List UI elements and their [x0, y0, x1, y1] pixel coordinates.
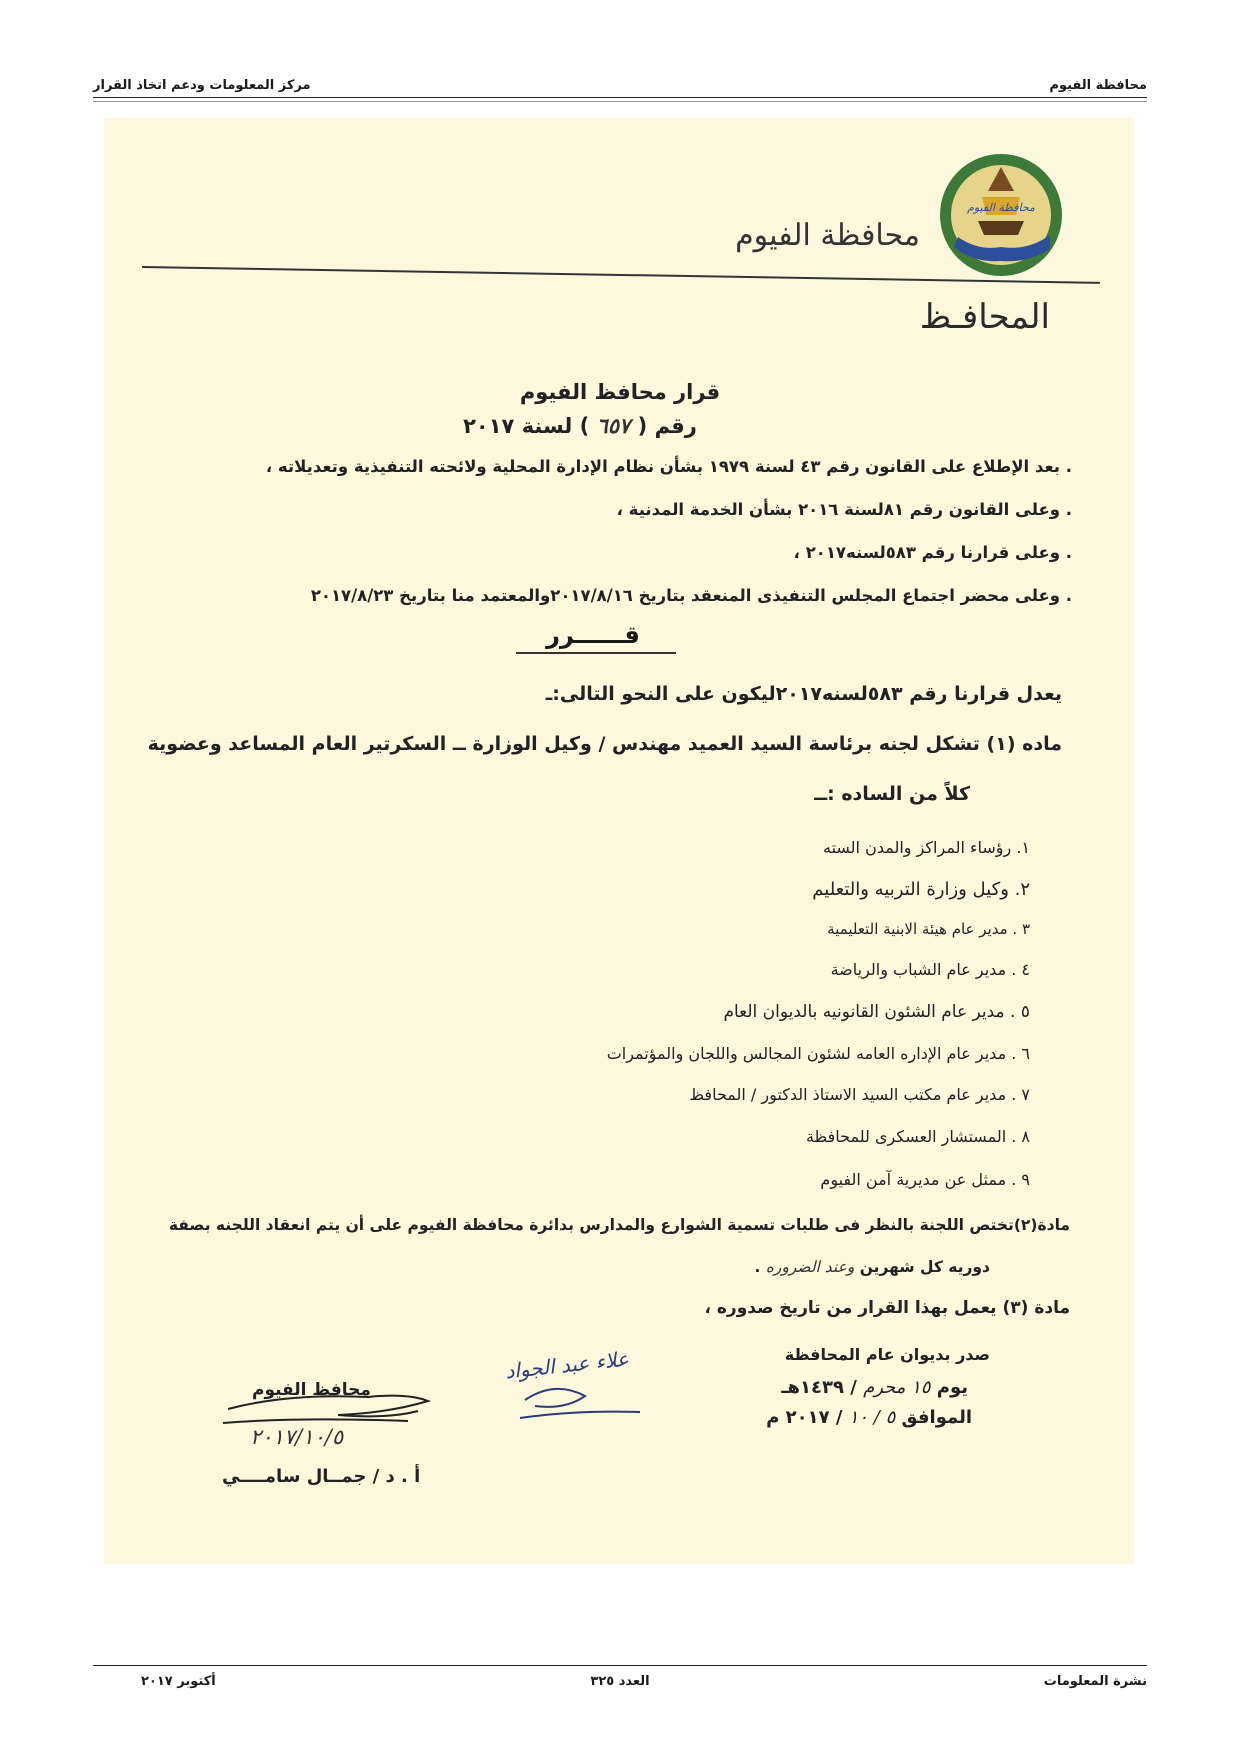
article-3: مادة (٣) يعمل بهذا القرار من تاريخ صدوره ،: [704, 1298, 1070, 1318]
decree-number: [420, 413, 740, 438]
article-2-line-1: مادة(٢)تختص اللجنة بالنظر فى طلبات تسمية الشوارع والمدارس بدائرة محافظة الفيوم على أن يتم انعقاد اللجنه بصفة: [168, 1216, 1070, 1234]
letterhead-office: المحافـظ: [919, 297, 1050, 337]
decision-word: قــــــرر: [546, 621, 640, 649]
emblem-text: محافظة الفيوم: [967, 201, 1035, 214]
page-footer: [93, 1674, 1147, 1694]
running-header-left: مركز المعلومات ودعم اتخاذ القرار: [93, 78, 311, 93]
article-2-end: .: [754, 1258, 761, 1276]
article-1-line-1: ماده (١) تشكل لجنه برئاسة السيد العميد مهندس / وكيل الوزارة ــ السكرتير العام المساعد وعضوية: [147, 733, 1062, 755]
member-item: ٩ . ممثل عن مديرية آمن الفيوم: [820, 1170, 1030, 1189]
member-item: ٣ . مدير عام هيئة الابنية التعليمية: [827, 920, 1030, 938]
decision-underline: [516, 652, 676, 654]
article-2-handwritten: وعند الضروره: [765, 1258, 855, 1276]
member-item: ٥ . مدير عام الشئون القانونيه بالديوان العام: [723, 1002, 1030, 1022]
footer-issue-number: العدد ٣٢٥: [590, 1674, 650, 1689]
hijri-date-handwritten: ١٥ محرم: [863, 1377, 931, 1398]
member-item: ٧ . مدير عام مكتب السيد الاستاذ الدكتور / المحافظ: [689, 1085, 1030, 1104]
hijri-date: [781, 1377, 968, 1398]
decree-number-prefix: رقم (: [637, 414, 697, 438]
decree-number-handwritten: ٦٥٧: [596, 413, 631, 438]
signature-date-handwritten: ٢٠١٧/١٠/٥: [250, 1425, 344, 1449]
footer-date: أكتوبر ٢٠١٧: [141, 1674, 216, 1689]
gregorian-year: / ٢٠١٧ م: [766, 1407, 843, 1428]
governorate-emblem-icon: [938, 151, 1064, 279]
amendment-line: يعدل قرارنا رقم ٥٨٣لسنه٢٠١٧ليكون على النحو التالى:ـ: [545, 683, 1062, 705]
hijri-label: يوم: [936, 1377, 968, 1398]
article-2-line-2: [754, 1258, 990, 1276]
middle-signer-handwritten: علاء عبد الجواد: [504, 1346, 630, 1384]
footer-rule: [93, 1665, 1147, 1666]
header-rule: [93, 97, 1147, 98]
preamble-line: . وعلى محضر اجتماع المجلس التنفيذى المنعقد بتاريخ ٢٠١٧/٨/١٦والمعتمد منا بتاريخ ٢٠١٧/٨/٢٣: [310, 586, 1072, 605]
signature-title: محافظ الفيوم: [252, 1380, 371, 1400]
signature-name: أ . د / جمــال سامــــي: [222, 1466, 421, 1487]
gregorian-date: [766, 1407, 972, 1428]
footer-publication: نشرة المعلومات: [1043, 1674, 1147, 1689]
preamble-line: . وعلى قرارنا رقم ٥٨٣لسنه٢٠١٧ ،: [793, 543, 1072, 562]
article-2-print: دوريه كل شهرين: [859, 1258, 990, 1276]
running-header-right: محافظة الفيوم: [1049, 78, 1147, 93]
member-item: ٦ . مدير عام الإداره العامه لشئون المجالس واللجان والمؤتمرات: [606, 1044, 1030, 1063]
header-rule-thin: [93, 101, 1147, 102]
issued-at: صدر بديوان عام المحافظة: [784, 1345, 990, 1364]
decree-title: قرار محافظ الفيوم: [519, 380, 721, 404]
preamble-line: . بعد الإطلاع على القانون رقم ٤٣ لسنة ١٩٧٩ بشأن نظام الإدارة المحلية ولائحته التنفيذية وتعديلاته ،: [265, 457, 1072, 476]
decree-number-suffix: ) لسنة ٢٠١٧: [463, 414, 590, 438]
preamble-line: . وعلى القانون رقم ٨١لسنة ٢٠١٦ بشأن الخدمة المدنية ،: [616, 500, 1072, 519]
middle-signature-scrawl-icon: [495, 1340, 655, 1430]
member-item: ٤ . مدير عام الشباب والرياضة: [830, 960, 1030, 979]
hijri-year: / ١٤٣٩هـ: [781, 1377, 857, 1398]
member-item: ١. رؤساء المراكز والمدن السته: [822, 838, 1030, 857]
gregorian-date-handwritten: ٥ / ١٠: [848, 1407, 896, 1428]
member-item: ٨ . المستشار العسكرى للمحافظة: [805, 1127, 1030, 1146]
gregorian-label: الموافق: [901, 1407, 972, 1428]
article-1-line-2: كلاً من الساده :ــ: [814, 783, 970, 805]
member-item: ٢. وكيل وزارة التربيه والتعليم: [812, 879, 1030, 900]
letterhead-governorate: محافظة الفيوم: [735, 218, 920, 253]
